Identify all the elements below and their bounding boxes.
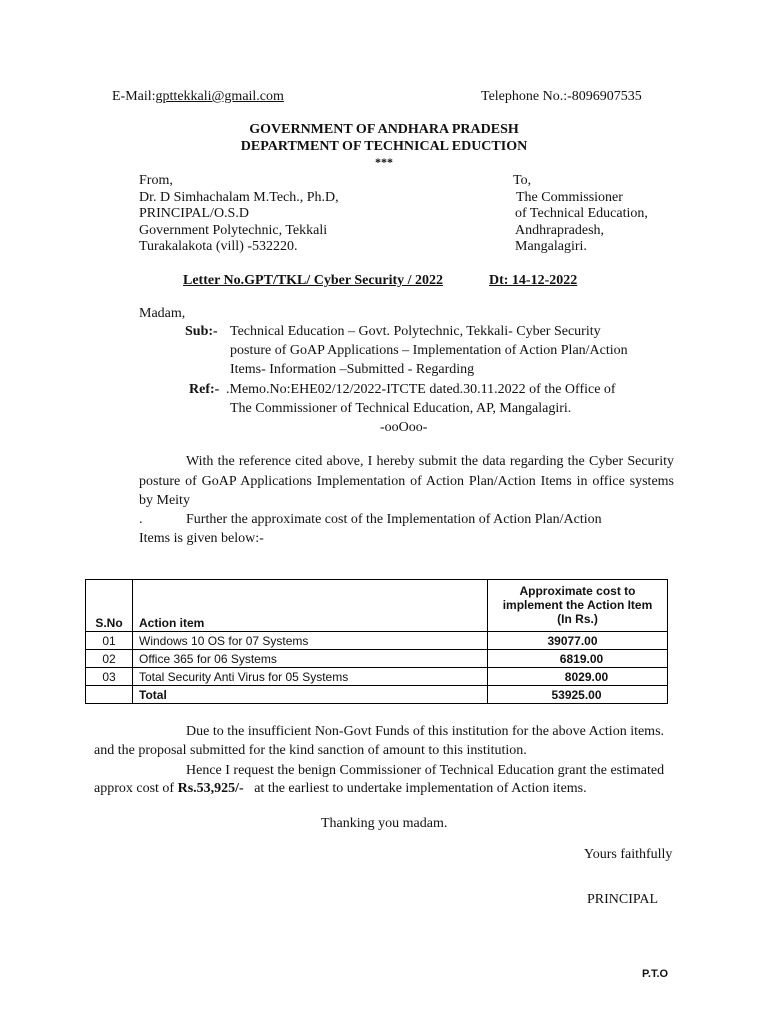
reference-label: Ref:- — [189, 382, 220, 397]
estimated-amount: Rs.53,925/- — [177, 781, 244, 796]
cell-sno: 01 — [86, 632, 133, 650]
table-header-row — [86, 580, 668, 632]
cost-value: 6819.00 — [559, 651, 604, 666]
cost-value: 8029.00 — [564, 669, 609, 684]
header-sno: S.No — [86, 580, 133, 632]
closing-prefix: approx cost of — [94, 781, 178, 796]
to-label: To, — [513, 173, 532, 188]
cell-action-item: Office 365 for 06 Systems — [133, 650, 488, 668]
from-label: From, — [139, 173, 173, 188]
cell-sno: 03 — [86, 668, 133, 686]
header-action-item: Action item — [133, 580, 488, 632]
subject-line: posture of GoAP Applications – Implementation of Action Plan/Action — [230, 343, 628, 358]
closing-paragraph-line: Due to the insufficient Non-Govt Funds of this institution for the above Action items. — [186, 724, 665, 739]
table-row — [86, 632, 668, 650]
body-paragraph-1: With the reference cited above, I hereby submit the data regarding the Cyber Security posture of GoAP Applications Implementation of Action Plan/Action Items in office systems by Meity — [139, 454, 674, 508]
subject-line: Items- Information –Submitted - Regarding — [230, 362, 475, 377]
body-paragraph-2-line: Further the approximate cost of the Implementation of Action Plan/Action — [186, 512, 602, 527]
reference-line: .Memo.No:EHE02/12/2022-ITCTE dated.30.11.2022 of the Office of — [226, 382, 616, 397]
signature-title: PRINCIPAL — [587, 892, 659, 907]
title-stars: *** — [375, 155, 393, 169]
pto-marker: P.T.O — [642, 968, 669, 980]
letter-date: Dt: 14-12-2022 — [489, 273, 578, 288]
closing-suffix: at the earliest to undertake implementation of Action items. — [243, 781, 587, 796]
to-line: of Technical Education, — [515, 206, 648, 221]
paragraph-dot: . — [139, 512, 143, 527]
cost-table — [85, 579, 668, 704]
cell-total-cost — [488, 686, 668, 704]
header-approx-cost: Approximate cost to implement the Action Item (In Rs.) — [488, 580, 668, 632]
cell-action-item: Windows 10 OS for 07 Systems — [133, 632, 488, 650]
table-row — [86, 650, 668, 668]
cost-value: 39077.00 — [547, 633, 598, 648]
to-line: Andhrapradesh, — [515, 223, 605, 238]
from-line: Government Polytechnic, Tekkali — [139, 223, 328, 238]
email-label: E-Mail: — [112, 89, 156, 104]
sign-off: Yours faithfully — [584, 847, 673, 862]
reference-line: The Commissioner of Technical Education, AP, Mangalagiri. — [230, 401, 572, 416]
title-government: GOVERNMENT OF ANDHARA PRADESH — [249, 122, 519, 137]
letter-number: Letter No.GPT/TKL/ Cyber Security / 2022 — [183, 273, 444, 288]
email-link[interactable]: gpttekkali@gmail.com — [155, 89, 284, 104]
closing-paragraph-line: Hence I request the benign Commissioner of Technical Education grant the estimated — [186, 763, 665, 778]
closing-paragraph-line: and the proposal submitted for the kind sanction of amount to this institution. — [94, 743, 527, 758]
from-line: PRINCIPAL/O.S.D — [139, 206, 249, 221]
telephone-line: Telephone No.:-8096907535 — [481, 89, 642, 104]
title-department: DEPARTMENT OF TECHNICAL EDUCTION — [240, 139, 528, 154]
table-total-row — [86, 686, 668, 704]
from-line: Dr. D Simhachalam M.Tech., Ph.D, — [139, 190, 339, 205]
from-line: Turakalakota (vill) -532220. — [139, 239, 298, 254]
cell-sno-empty — [86, 686, 133, 704]
email-line — [112, 89, 284, 105]
closing-paragraph-line — [94, 781, 587, 797]
separator: -ooOoo- — [380, 420, 428, 435]
body-paragraph-2-line: Items is given below:- — [139, 531, 264, 546]
to-line: Mangalagiri. — [515, 239, 587, 254]
subject-label: Sub:- — [185, 324, 218, 339]
cell-cost — [488, 650, 668, 668]
thanks-line: Thanking you madam. — [321, 816, 448, 831]
table-row — [86, 668, 668, 686]
cell-cost — [488, 632, 668, 650]
cell-sno: 02 — [86, 650, 133, 668]
cell-total-label: Total — [133, 686, 488, 704]
to-line: The Commissioner — [516, 190, 623, 205]
salutation: Madam, — [139, 306, 186, 321]
subject-line: Technical Education – Govt. Polytechnic, Tekkali- Cyber Security — [230, 324, 601, 339]
cell-cost — [488, 668, 668, 686]
cell-action-item: Total Security Anti Virus for 05 Systems — [133, 668, 488, 686]
total-cost-value: 53925.00 — [551, 687, 602, 702]
